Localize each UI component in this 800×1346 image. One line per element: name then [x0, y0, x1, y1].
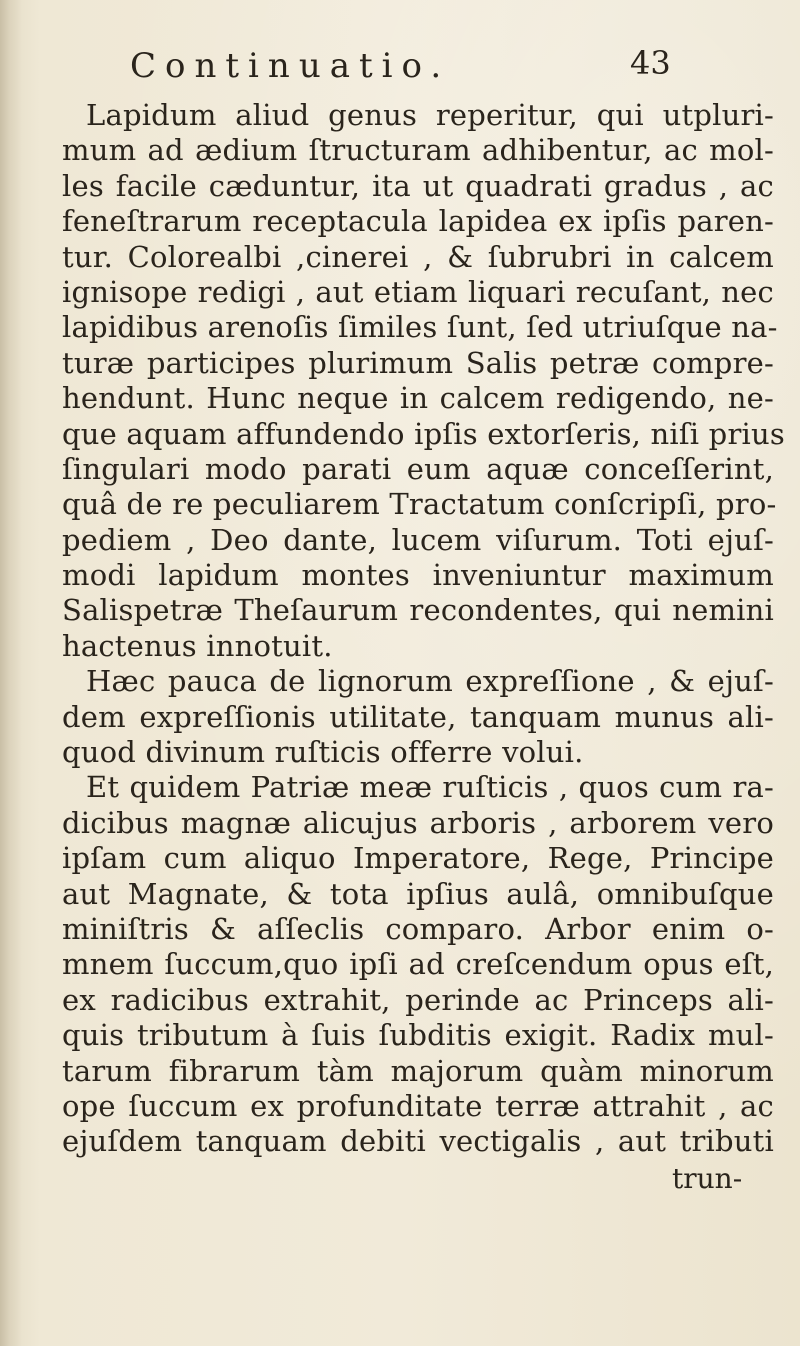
text-line: lapidibus arenoſis ſimiles ſunt, ſed utriuſque na-	[62, 310, 778, 345]
page-number: 43	[630, 44, 671, 82]
text-line: ignisope redigi , aut etiam liquari recuſant, nec	[62, 274, 774, 309]
text-line: Lapidum aliud genus reperitur, qui utpluri-	[86, 98, 774, 132]
body-text	[62, 98, 785, 1160]
text-line: Salispetræ Theſaurum recondentes, qui nemini	[62, 593, 774, 628]
page-gutter	[0, 0, 22, 1346]
text-line: hendunt. Hunc neque in calcem redigendo, ne-	[62, 381, 774, 416]
text-line: Et quidem Patriæ meæ ruſticis , quos cum ra-	[86, 770, 774, 805]
text-line: ope ſuccum ex profunditate terræ attrahit , ac	[62, 1088, 774, 1123]
catchword: trun-	[672, 1162, 743, 1195]
text-line: tarum fibrarum tàm majorum quàm minorum	[62, 1053, 774, 1088]
text-line: feneſtrarum receptacula lapidea ex ipſis paren-	[62, 204, 774, 239]
text-line: Hæc pauca de lignorum expreſſione , & ejuſ-	[86, 664, 774, 699]
running-title: Continuatio.	[130, 46, 451, 86]
text-line: ſingulari modo parati eum aquæ conceſſerint,	[62, 451, 774, 486]
text-line: quâ de re peculiarem Tractatum conſcripſi, pro-	[62, 487, 777, 522]
text-line: ejuſdem tanquam debiti vectigalis , aut tributi	[62, 1124, 774, 1159]
text-line: mum ad ædium ſtructuram adhibentur, ac mol-	[62, 133, 774, 168]
text-line: ex radicibus extrahit, perinde ac Princeps ali-	[62, 982, 774, 1017]
text-line: miniſtris & aſſeclis comparo. Arbor enim o-	[62, 911, 774, 946]
text-line: ipſam cum aliquo Imperatore, Rege, Principe	[62, 841, 774, 876]
text-line: modi lapidum montes inveniuntur maximum	[62, 558, 774, 593]
text-line: turæ participes plurimum Salis petræ compre-	[62, 345, 774, 380]
text-line: dem expreſſionis utilitate, tanquam munus ali-	[62, 699, 774, 734]
text-line: dicibus magnæ alicujus arboris , arborem vero	[62, 805, 774, 840]
text-line: aut Magnate, & tota ipſius aulâ, omnibuſque	[62, 876, 774, 911]
page-header	[130, 40, 690, 90]
text-line: tur. Colorealbi ,cinerei , & ſubrubri in calcem	[62, 239, 774, 274]
text-line: mnem ſuccum,quo ipſi ad creſcendum opus eſt,	[62, 947, 774, 982]
text-line: hactenus innotuit.	[62, 628, 333, 663]
text-line: pediem , Deo dante, lucem viſurum. Toti ejuſ-	[62, 522, 774, 557]
text-line: que aquam affundendo ipſis extorſeris, niſi prius	[62, 416, 785, 451]
text-line: quis tributum à ſuis ſubditis exigit. Radix mul-	[62, 1018, 774, 1053]
text-line: quod divinum ruſticis offerre volui.	[62, 735, 584, 770]
text-line: les facile cæduntur, ita ut quadrati gradus , ac	[62, 168, 774, 203]
